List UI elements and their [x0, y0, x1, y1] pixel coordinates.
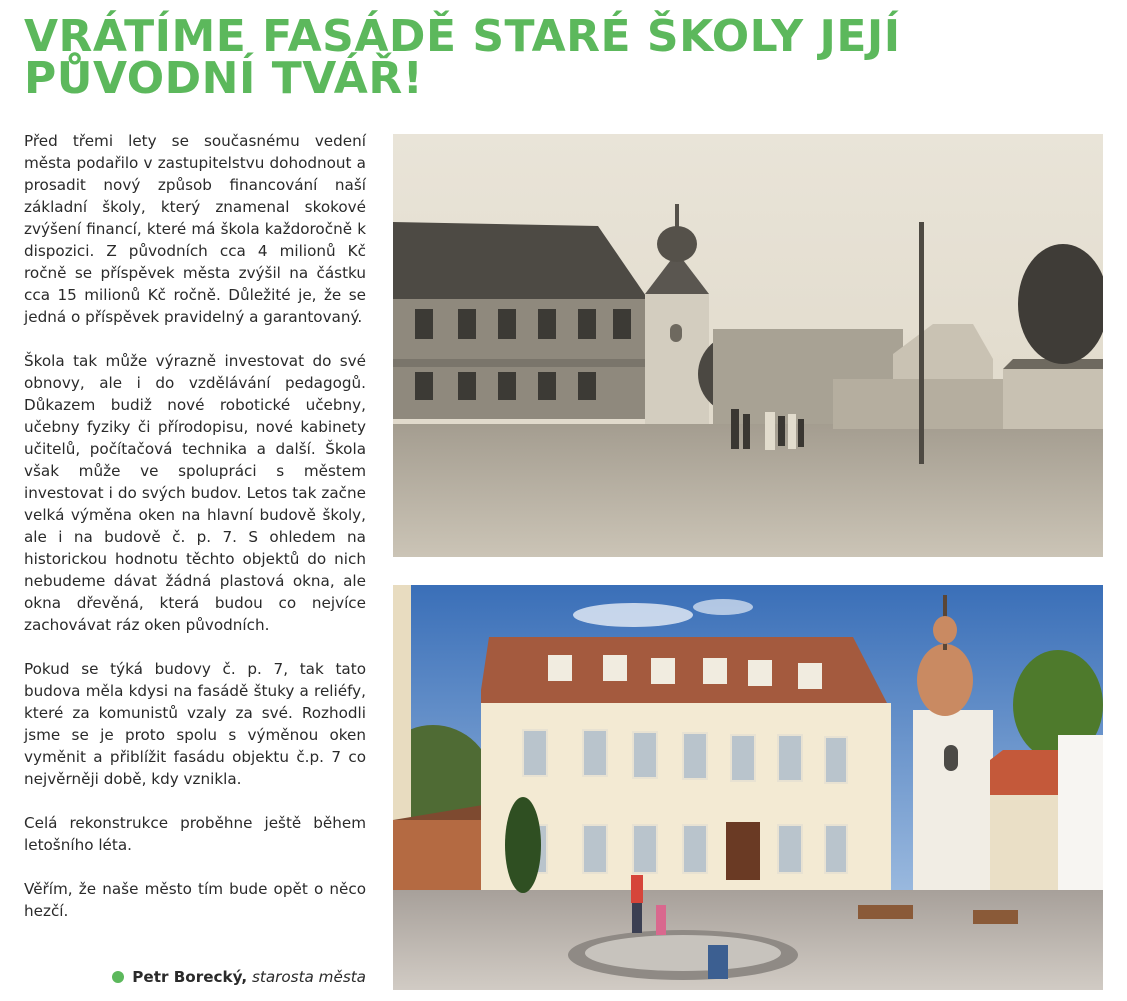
paragraph-funding: Před třemi lety se současnému vedení města podařilo v zastupitelstvu dohodnout a prosadit nový způsob financování naší základní školy, který znamenal skokové zvýšení financí, které má škola každoročně k dispozici. Z původních cca 4 milionů Kč ročně se příspěvek města zvýšil na částku cca 15 milionů Kč ročně. Důležité je, že se jedná o příspěvek pravidelný a garantovaný. [24, 132, 366, 326]
author-name: Petr Borecký, [132, 968, 248, 986]
modern-school-photo [393, 585, 1103, 990]
bullet-dot-icon [112, 971, 124, 983]
historic-school-photo [393, 134, 1103, 557]
paragraph-investment: Škola tak může výrazně investovat do své obnovy, ale i do vzdělávání pedagogů. Důkazem budiž nové robotické učebny, učebny fyziky či přírodopisu, nové kabinety učitelů, počítačová technika a další. Škola však může ve spolupráci s městem investovat i do svých budov. Letos tak začne velká výměna oken na hlavní budově školy, ale i na budově č. p. 7. S ohledem na historickou hodnotu těchto objektů do nich nebudeme dávat žádná plastová okna, ale okna dřevěná, která budou co nejvíce zachovávat ráz oken původních. [24, 352, 366, 634]
article-headline: VRÁTÍME FASÁDĚ STARÉ ŠKOLY JEJÍ PŮVODNÍ TVÁŘ! [24, 11, 901, 104]
author-signature [112, 966, 366, 988]
paragraph-closing: Věřím, že naše město tím bude opět o něco hezčí. [24, 880, 366, 920]
paragraph-facade: Pokud se týká budovy č. p. 7, tak tato budova měla kdysi na fasádě štuky a reliéfy, které za komunistů vzaly za své. Rozhodli jsme se je proto spolu s výměnou oken vyměnit a přiblížit fasádu objektu č.p. 7 co nejvěrněji době, kdy vznikla. [24, 660, 366, 788]
author-role: starosta města [251, 968, 366, 986]
article-body [24, 130, 366, 944]
paragraph-reconstruction: Celá rekonstrukce proběhne ještě během letošního léta. [24, 814, 366, 854]
